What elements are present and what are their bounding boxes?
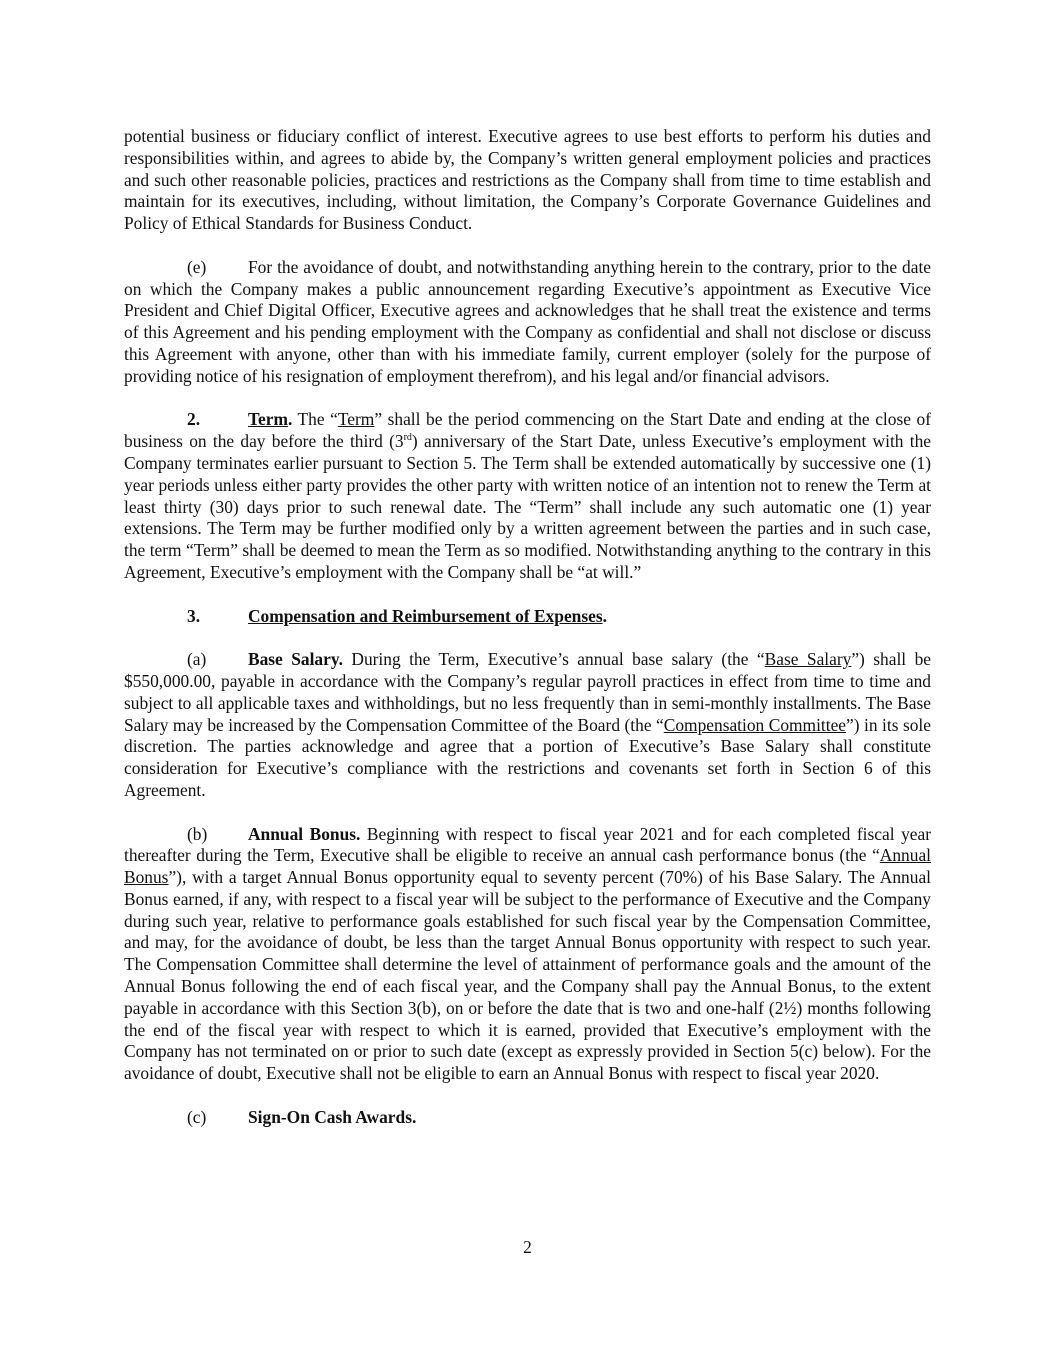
section-3-heading-punct: . xyxy=(602,605,607,626)
section-3b-text-1: Beginning with respect to fiscal year 2021 and for each completed fiscal year thereafter during the Term, Executive shall be eligible to receive an annual cash performance bonus (the “ xyxy=(124,823,931,866)
compensation-committee-definition: Compensation Committee xyxy=(663,714,847,735)
section-2-heading-punct: . xyxy=(287,409,293,430)
section-3-heading: Compensation and Reimbursement of Expenses xyxy=(248,605,603,626)
section-3b-title: Annual Bonus. xyxy=(248,823,361,844)
section-3a-paragraph xyxy=(124,649,931,802)
section-3a-title: Base Salary. xyxy=(248,649,343,670)
section-2-heading: Term xyxy=(248,409,288,430)
term-definition: Term xyxy=(337,409,375,430)
ordinal-superscript: rd xyxy=(403,432,412,444)
section-3b-label: (b) xyxy=(187,823,208,844)
section-3b-text-2: ”), with a target Annual Bonus opportunity equal to seventy percent (70%) of his Base Salary. The Annual Bonus earned, if any, with respect to a fiscal year will be subject to the performance of Executive and the Company during such year, relative to performance goals established for such fiscal year by the Compensation Committee, and may, for the avoidance of doubt, be less than the target Annual Bonus opportunity with respect to such year. The Compensation Committee shall determine the level of attainment of performance goals and the amount of the Annual Bonus following the end of each fiscal year, and the Company shall pay the Annual Bonus, to the extent payable in accordance with this Section 3(b), on or before the date that is two and one-half (2½) months following the end of the fiscal year with respect to which it is earned, provided that Executive’s employment with the Company has not terminated on or prior to such date (except as expressly provided in Section 5(c) below). For the avoidance of doubt, Executive shall not be eligible to earn an Annual Bonus with respect to fiscal year 2020. xyxy=(124,867,931,1084)
section-3a-text-2: ”) shall be $550,000.00, payable in accordance with the Company’s regular payroll practices in effect from time to time and subject to all applicable taxes and withholdings, but no less frequently than in semi-monthly installments. The Base Salary may be increased by the Compensation Committee of the Board (the “ xyxy=(124,649,931,735)
section-2-text-3: ) anniversary of the Start Date, unless Executive’s employment with the Company terminates earlier pursuant to Section 5. The Term shall be extended automatically by successive one (1) year periods unless either party provides the other party with written notice of an intention not to renew the Term at least thirty (30) days prior to such renewal date. The “Term” shall include any such automatic one (1) year extensions. The Term may be further modified only by a written agreement between the parties and in such case, the term “Term” shall be deemed to mean the Term as so modified. Notwithstanding anything to the contrary in this Agreement, Executive’s employment with the Company shall be “at will.” xyxy=(124,431,931,582)
annual-bonus-definition: Annual Bonus xyxy=(124,845,931,888)
section-2-number: 2. xyxy=(187,409,201,430)
document-page xyxy=(124,126,931,1150)
section-3a-text-3: ”) in its sole discretion. The parties acknowledge and agree that a portion of Executive’s Base Salary shall constitute consideration for Executive’s compliance with the restrictions and covenants set forth in Section 6 of this Agreement. xyxy=(124,714,931,800)
section-3c-paragraph xyxy=(124,1107,931,1129)
page-number: 2 xyxy=(523,1237,532,1257)
section-3a-text-1: During the Term, Executive’s annual base salary (the “ xyxy=(342,649,765,670)
section-2-text-2: ” shall be the period commencing on the Start Date and ending at the close of business on the day before the third (3 xyxy=(124,409,931,452)
section-1e-paragraph xyxy=(124,257,931,388)
section-3a-label: (a) xyxy=(187,649,207,670)
section-3-number: 3. xyxy=(187,605,201,626)
section-3c-title: Sign-On Cash Awards. xyxy=(248,1106,417,1127)
section-3-heading-paragraph xyxy=(124,606,931,628)
section-1e-text: For the avoidance of doubt, and notwithstanding anything herein to the contrary, prior to the date on which the Company makes a public announcement regarding Executive’s appointment as Executive Vice President and Chief Digital Officer, Executive agrees and acknowledges that he shall treat the existence and terms of this Agreement and his pending employment with the Company as confidential and shall not disclose or discuss this Agreement with anyone, other than with his immediate family, current employer (solely for the purpose of providing notice of his resignation of employment therefrom), and his legal and/or financial advisors. xyxy=(124,256,931,386)
base-salary-definition: Base Salary xyxy=(764,649,852,670)
section-3b-paragraph xyxy=(124,824,931,1086)
section-2-paragraph xyxy=(124,409,931,583)
section-2-text-1: The “ xyxy=(292,409,338,430)
continuation-paragraph: potential business or fiduciary conflict of interest. Executive agrees to use best efforts to perform his duties and responsibilities within, and agrees to abide by, the Company’s written general employment policies and practices and such other reasonable policies, practices and restrictions as the Company shall from time to time establish and maintain for its executives, including, without limitation, the Company’s Corporate Governance Guidelines and Policy of Ethical Standards for Business Conduct. xyxy=(124,126,931,234)
section-1e-label: (e) xyxy=(187,256,207,277)
section-3c-label: (c) xyxy=(187,1106,207,1127)
